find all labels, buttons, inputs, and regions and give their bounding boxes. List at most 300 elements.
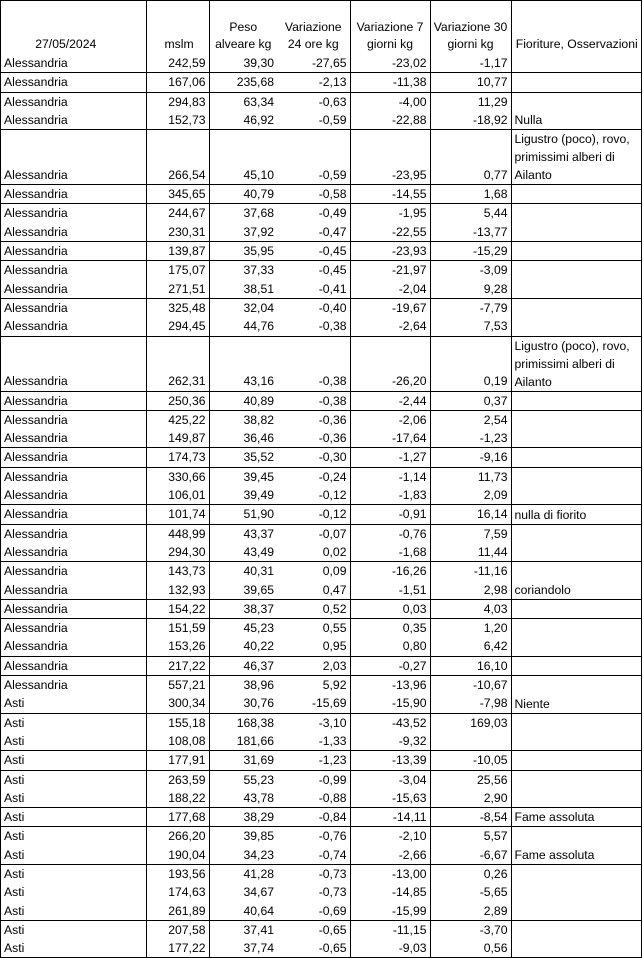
cell-var7: -19,67 [350,298,430,317]
cell-mslm: 294,30 [146,543,209,562]
cell-var7: -17,64 [350,429,430,448]
cell-note [511,223,642,242]
cell-peso: 39,49 [209,486,277,505]
cell-var30: 0,56 [430,939,511,958]
cell-mslm: 149,87 [146,429,209,448]
cell-var30: -10,05 [430,751,511,770]
cell-mslm: 242,59 [146,54,209,73]
table-row [1,902,642,921]
cell-var30 [430,732,511,751]
cell-peso: 43,49 [209,543,277,562]
cell-note [511,770,642,789]
table-row [1,770,642,789]
cell-mslm: 330,66 [146,467,209,486]
table-row [1,54,642,73]
table-row [1,827,642,846]
cell-location: Alessandria [1,54,146,73]
cell-peso: 31,69 [209,751,277,770]
cell-mslm: 230,31 [146,223,209,242]
cell-mslm: 261,89 [146,902,209,921]
cell-var24: 2,03 [277,656,350,675]
cell-peso: 41,28 [243,866,274,881]
table-row [1,543,642,562]
cell-note [511,242,642,261]
cell-mslm: 217,22 [146,656,209,675]
cell-var30: -8,54 [430,808,511,827]
cell-var30: 6,42 [430,637,511,656]
cell-var24: 0,95 [277,637,350,656]
cell-peso: 35,95 [209,242,277,261]
cell-var30: 9,28 [430,280,511,299]
cell-location: Alessandria [1,467,146,486]
header-mslm: mslm [146,1,209,54]
cell-var24: -0,36 [277,429,350,448]
cell-note [511,185,642,204]
table-row [1,298,642,317]
cell-var30: -9,16 [430,448,511,467]
cell-mslm: 139,87 [146,242,209,261]
cell-mslm: 190,04 [146,846,209,865]
cell-var7: -21,97 [350,261,430,280]
cell-note: nulla di fiorito [511,505,642,524]
cell-var30: -7,79 [430,298,511,317]
cell-var24: -0,12 [277,486,350,505]
cell-mslm: 244,67 [146,204,209,223]
hive-weight-table [1,1,642,958]
cell-location: Asti [1,920,146,939]
cell-location: Asti [1,751,146,770]
cell-mslm: 101,74 [146,505,209,524]
cell-note [511,448,642,467]
table-row [1,505,642,524]
cell-var24: -2,13 [277,73,350,92]
cell-var30: -11,16 [430,562,511,581]
cell-note: Nulla [511,111,642,130]
cell-mslm: 188,22 [146,789,209,808]
cell-var30: -13,77 [430,223,511,242]
cell-mslm: 143,73 [146,562,209,581]
cell-note [511,599,642,618]
cell-peso: 168,38 [236,715,274,730]
cell-note [511,920,642,939]
cell-peso: 63,34 [243,94,274,109]
table-row [1,130,642,185]
cell-var24: -0,47 [277,223,350,242]
cell-peso: 34,67 [243,885,274,900]
cell-mslm: 207,58 [146,920,209,939]
cell-note: Ligustro (poco), rovo, primissimi alberi di Ailanto [511,336,642,391]
cell-var7: -13,96 [350,676,430,695]
table-row [1,261,642,280]
cell-var7: -2,44 [350,391,430,410]
table-row [1,637,642,656]
cell-mslm: 345,65 [146,185,209,204]
cell-mslm: 152,73 [146,111,209,130]
table-row [1,581,642,600]
cell-var24: 0,55 [277,619,350,638]
cell-var30: -7,98 [430,694,511,713]
cell-var24: -0,45 [277,242,350,261]
cell-peso: 39,85 [243,829,274,844]
cell-location: Alessandria [1,204,146,223]
cell-peso: 37,74 [209,939,277,958]
cell-var30: 0,26 [430,864,511,883]
cell-location: Asti [1,827,146,846]
cell-peso: 39,65 [209,581,277,600]
cell-var30: 11,73 [430,467,511,486]
cell-var7: 0,35 [350,619,430,638]
cell-note [511,410,642,429]
cell-var30: 7,59 [430,524,511,543]
cell-var30: 0,37 [430,391,511,410]
cell-location: Alessandria [1,298,146,317]
cell-location: Asti [1,808,146,827]
table-row [1,920,642,939]
cell-note [511,73,642,92]
cell-peso: 235,68 [209,73,277,92]
cell-var7: -1,95 [350,204,430,223]
cell-location: Asti [1,789,146,808]
cell-peso: 34,23 [209,846,277,865]
cell-location: Alessandria [1,280,146,299]
cell-note: Niente [511,694,642,713]
table-row [1,92,642,111]
cell-var30: -3,09 [430,261,511,280]
cell-var24: -0,07 [277,524,350,543]
cell-var7: -3,04 [350,770,430,789]
cell-location: Alessandria [1,562,146,581]
cell-mslm: 151,59 [146,619,209,638]
header-date: 27/05/2024 [1,1,146,54]
cell-location: Alessandria [1,391,146,410]
table-row [1,336,642,391]
cell-peso: 38,29 [209,808,277,827]
cell-note [511,789,642,808]
cell-location: Asti [1,846,146,865]
table-row [1,751,642,770]
cell-peso: 38,96 [243,678,274,693]
cell-var24: -0,38 [277,336,350,391]
cell-note [511,656,642,675]
cell-var24: -0,84 [277,808,350,827]
cell-mslm: 262,31 [146,336,209,391]
cell-var7: -1,14 [350,467,430,486]
cell-location: Alessandria [1,223,146,242]
cell-var7: -11,38 [350,73,430,92]
cell-mslm: 193,56 [146,864,209,883]
cell-var7: -0,76 [350,524,430,543]
cell-location: Alessandria [1,619,146,638]
cell-var30: 11,29 [430,92,511,111]
cell-var7: -15,99 [350,902,430,921]
cell-var24: -0,88 [277,789,350,808]
cell-location: Alessandria [1,448,146,467]
table-row [1,694,642,713]
cell-var7: -43,52 [350,713,430,732]
cell-var24: 0,47 [277,581,350,600]
table-row [1,242,642,261]
cell-var24: 5,92 [277,676,350,695]
cell-var7: -1,27 [350,448,430,467]
cell-var24: -0,41 [277,280,350,299]
cell-var7: -2,04 [350,280,430,299]
cell-location: Alessandria [1,92,146,111]
cell-var30: 0,19 [430,336,511,391]
cell-mslm: 175,07 [146,261,209,280]
cell-var7: -2,64 [350,317,430,336]
cell-mslm: 174,63 [146,883,209,901]
cell-mslm: 154,22 [146,599,209,618]
cell-note [511,562,642,581]
cell-peso: 37,92 [209,223,277,242]
cell-mslm: 325,48 [146,298,209,317]
cell-var7: -14,85 [350,883,430,901]
table-row [1,111,642,130]
cell-var24: -0,73 [277,883,350,901]
cell-note [511,54,642,73]
cell-var24: -0,38 [277,317,350,336]
cell-location: Alessandria [1,581,146,600]
table-row [1,317,642,336]
cell-note [511,317,642,336]
table-row [1,939,642,958]
cell-note [511,902,642,921]
table-row [1,391,642,410]
cell-mslm: 106,01 [146,486,209,505]
cell-note [511,864,642,883]
cell-location: Alessandria [1,317,146,336]
cell-location: Alessandria [1,73,146,92]
table-row [1,410,642,429]
cell-var7: -13,00 [350,864,430,883]
cell-mslm: 250,36 [146,391,209,410]
header-peso: Peso alveare kg [215,20,272,51]
cell-mslm: 294,45 [146,317,209,336]
cell-peso: 38,82 [243,412,274,427]
cell-location: Alessandria [1,410,146,429]
cell-var7: -15,63 [350,789,430,808]
table-row [1,599,642,618]
cell-location: Alessandria [1,261,146,280]
cell-var24: -0,30 [277,448,350,467]
cell-mslm: 108,08 [146,732,209,751]
header-var7: Variazione 7 giorni kg [350,1,430,54]
cell-var24: -0,73 [277,864,350,883]
cell-note [511,391,642,410]
cell-var7: -15,90 [350,694,430,713]
cell-var30: 25,56 [430,770,511,789]
cell-var30: -15,29 [430,242,511,261]
cell-peso: 37,68 [243,206,274,221]
table-row [1,73,642,92]
cell-note [511,467,642,486]
cell-var30: 16,10 [430,656,511,675]
table-row [1,204,642,223]
cell-note [511,486,642,505]
cell-note [511,827,642,846]
cell-mslm: 167,06 [146,73,209,92]
cell-peso: 37,33 [243,263,274,278]
cell-mslm: 300,34 [146,694,209,713]
cell-var7: -13,39 [350,751,430,770]
cell-var7: 0,03 [350,599,430,618]
cell-var30: 1,20 [430,619,511,638]
cell-var24: -0,45 [277,261,350,280]
cell-var7: -2,10 [350,827,430,846]
table-row [1,429,642,448]
cell-mslm: 132,93 [146,581,209,600]
cell-location: Alessandria [1,130,146,185]
cell-location: Asti [1,770,146,789]
cell-location: Alessandria [1,656,146,675]
cell-var24: -0,36 [277,410,350,429]
cell-location: Alessandria [1,524,146,543]
cell-var30: -3,70 [430,920,511,939]
cell-var30: 2,09 [430,486,511,505]
cell-note [511,637,642,656]
cell-var30: -18,92 [430,111,511,130]
cell-var24: -27,65 [277,54,350,73]
cell-var24: -0,69 [277,902,350,921]
cell-note: coriandolo [511,581,642,600]
cell-var30: 4,03 [430,599,511,618]
cell-var30: -5,65 [430,883,511,901]
cell-note: Ligustro (poco), rovo, primissimi alberi di Ailanto [511,130,642,185]
cell-peso: 43,78 [209,789,277,808]
cell-var30: 2,89 [430,902,511,921]
cell-var7: -1,68 [350,543,430,562]
cell-var30: 2,98 [430,581,511,600]
cell-var24: -0,65 [277,939,350,958]
cell-var30: 1,68 [430,185,511,204]
cell-location: Asti [1,883,146,901]
cell-mslm: 153,26 [146,637,209,656]
table-row [1,619,642,638]
cell-var30: 10,77 [430,73,511,92]
cell-location: Asti [1,864,146,883]
cell-note [511,543,642,562]
cell-mslm: 425,22 [146,410,209,429]
header-notes: Fioriture, Osservazioni [515,37,638,51]
cell-var24: -0,59 [277,130,350,185]
cell-note [511,676,642,695]
cell-var24: -0,49 [277,204,350,223]
header-var24: Variazione 24 ore kg [277,1,350,54]
cell-var24: -1,33 [277,732,350,751]
cell-location: Asti [1,902,146,921]
cell-mslm: 557,21 [146,676,209,695]
cell-mslm: 155,18 [146,713,209,732]
cell-var24: -0,40 [277,298,350,317]
cell-note [511,619,642,638]
cell-note: Fame assoluta [511,808,642,827]
cell-var7: -9,32 [350,732,430,751]
cell-location: Asti [1,939,146,958]
cell-location: Alessandria [1,599,146,618]
table-row [1,789,642,808]
cell-peso: 40,31 [243,564,274,579]
table-row [1,656,642,675]
cell-mslm: 177,22 [146,939,209,958]
cell-location: Alessandria [1,637,146,656]
cell-var24: -0,63 [277,92,350,111]
cell-peso: 44,76 [209,317,277,336]
cell-location: Alessandria [1,486,146,505]
cell-peso: 32,04 [243,300,274,315]
cell-note [511,751,642,770]
cell-var24: -15,69 [277,694,350,713]
cell-var24: -0,76 [277,827,350,846]
cell-peso: 46,92 [209,111,277,130]
cell-location: Asti [1,713,146,732]
cell-var24: -1,23 [277,751,350,770]
cell-var7: -14,11 [350,808,430,827]
cell-var30: -1,17 [430,54,511,73]
cell-var30: 5,44 [430,204,511,223]
cell-var30: -1,23 [430,429,511,448]
table-row [1,883,642,901]
cell-var7: -1,83 [350,486,430,505]
cell-peso: 36,46 [209,429,277,448]
cell-peso: 45,23 [243,621,274,636]
cell-var24: -0,58 [277,185,350,204]
cell-mslm: 177,91 [146,751,209,770]
cell-peso: 39,45 [243,469,274,484]
cell-location: Alessandria [1,676,146,695]
cell-location: Alessandria [1,543,146,562]
cell-var7: -1,51 [350,581,430,600]
table-row [1,486,642,505]
cell-var30: -6,67 [430,846,511,865]
cell-var30: 16,14 [430,505,511,524]
cell-peso: 38,51 [209,280,277,299]
cell-var30: -10,67 [430,676,511,695]
header-var30: Variazione 30 giorni kg [430,1,511,54]
cell-mslm: 266,54 [146,130,209,185]
cell-var7: -0,91 [350,505,430,524]
cell-note [511,280,642,299]
table-row [1,185,642,204]
cell-var24: -0,65 [277,920,350,939]
cell-peso: 40,89 [209,391,277,410]
cell-location: Alessandria [1,185,146,204]
cell-var7: -0,27 [350,656,430,675]
cell-note [511,732,642,751]
cell-mslm: 177,68 [146,808,209,827]
table-row [1,864,642,883]
cell-peso: 51,90 [209,505,277,524]
cell-note [511,939,642,958]
cell-peso: 40,79 [209,185,277,204]
cell-location: Alessandria [1,429,146,448]
cell-mslm: 271,51 [146,280,209,299]
cell-location: Asti [1,732,146,751]
cell-peso: 40,22 [209,637,277,656]
cell-var30: 11,44 [430,543,511,562]
cell-peso: 37,41 [243,922,274,937]
table-row [1,467,642,486]
cell-var7: -16,26 [350,562,430,581]
cell-note [511,92,642,111]
cell-location: Asti [1,694,146,713]
cell-var24: -0,59 [277,111,350,130]
cell-peso: 181,66 [209,732,277,751]
cell-var7: -9,03 [350,939,430,958]
cell-var24: -0,38 [277,391,350,410]
cell-note [511,261,642,280]
cell-note [511,883,642,901]
cell-note [511,713,642,732]
